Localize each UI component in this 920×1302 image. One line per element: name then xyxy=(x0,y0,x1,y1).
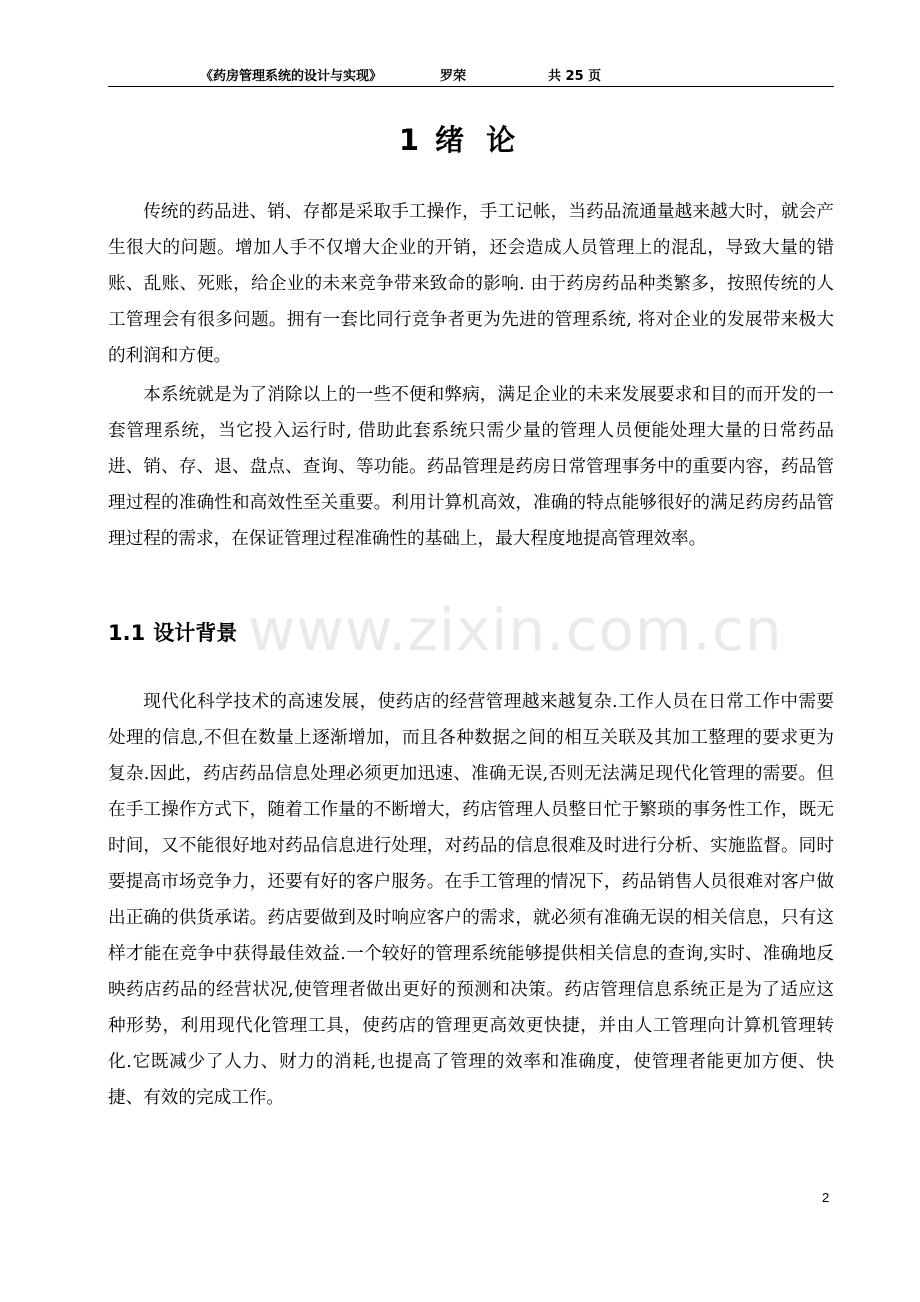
watermark: www.zixin.com.cn xyxy=(248,596,783,664)
chapter-number: 1 xyxy=(398,123,426,157)
header-doc-title: 《药房管理系统的设计与实现》 xyxy=(200,69,383,84)
chapter-title-text: 绪 论 xyxy=(435,123,522,157)
section-number: 1.1 xyxy=(108,621,146,645)
section-paragraph: 现代化科学技术的高速发展，使药店的经营管理越来越复杂.工作人员在日常工作中需要处理的信息,不但在数量上逐渐增加，而且各种数据之间的相互关联及其加工整理的要求更为复杂.因此，药店药品信息处理必须更加迅速、准确无误,否则无法满足现代化管理的需要。但在手工操作方式下，随着工作量的不断增大，药店管理人员整日忙于繁琐的事务性工作，既无时间，又不能很好地对药品信息进行处理，对药品的信息很难及时进行分析、实施监督。同时要提高市场竞争力，还要有好的客户服务。在手工管理的情况下，药品销售人员很难对客户做出正确的供货承诺。药店要做到及时响应客户的需求，就必须有准确无误的相关信息，只有这样才能在竞争中获得最佳效益.一个较好的管理系统能够提供相关信息的查询,实时、准确地反映药店药品的经营状况,使管理者做出更好的预测和决策。药店管理信息系统正是为了适应这种形势，利用现代化管理工具，使药店的管理更高效更快捷，并由人工管理向计算机管理转化.它既减少了人力、财力的消耗,也提高了管理的效率和准确度，使管理者能更加方便、快捷、有效的完成工作。 xyxy=(108,692,834,1108)
header-author: 罗荣 xyxy=(440,69,467,84)
page-number: 2 xyxy=(822,1190,830,1205)
section-title-text: 设计背景 xyxy=(153,621,238,645)
section-title xyxy=(108,617,237,647)
intro-paragraph-2: 本系统就是为了消除以上的一些不便和弊病，满足企业的未来发展要求和目的而开发的一套管理系统，当它投入运行时, 借助此套系统只需少量的管理人员便能处理大量的日常药品进、销、存、退、盘点、查询、等功能。药品管理是药房日常管理事务中的重要内容，药品管理过程的准确性和高效性至关重要。利用计算机高效，准确的特点能够很好的满足药房药品管理过程的需求，在保证管理过程准确性的基础上，最大程度地提高管理效率。 xyxy=(108,385,834,549)
chapter-title xyxy=(0,118,920,159)
intro-paragraph-1: 传统的药品进、销、存都是采取手工操作，手工记帐，当药品流通量越来越大时，就会产生很大的问题。增加人手不仅增大企业的开销，还会造成人员管理上的混乱，导致大量的错账、乱账、死账，给企业的未来竞争带来致命的影响. 由于药房药品种类繁多，按照传统的人工管理会有很多问题。拥有一套比同行竞争者更为先进的管理系统, 将对企业的发展带来极大的利润和方便。 xyxy=(108,202,834,366)
header-total-pages: 共 25 页 xyxy=(548,69,602,84)
page-header xyxy=(108,60,834,87)
